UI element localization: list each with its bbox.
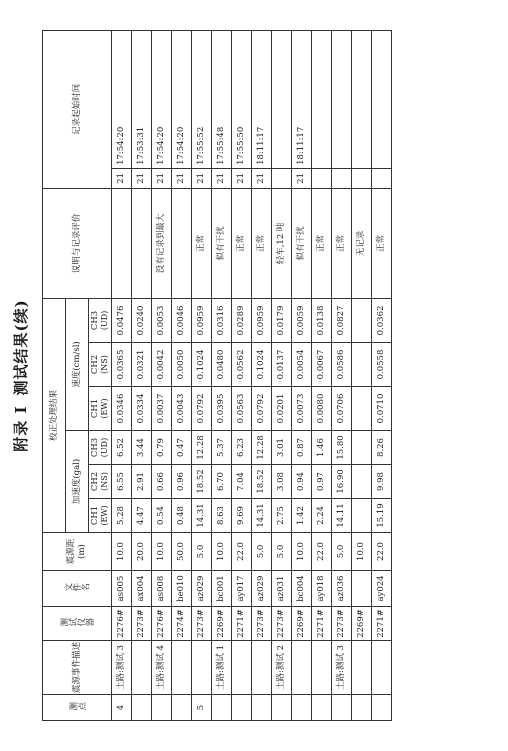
cell-instrument: 2273# [272,607,292,641]
cell-a1: 9.69 [232,499,252,533]
cell-remark: 正常 [372,188,392,298]
cell-event [292,641,312,695]
cell-v1: 0.0073 [292,387,312,431]
cell-instrument: 2273# [132,607,152,641]
header-corrected-group: 校正处理结果 [43,298,66,532]
cell-v1: 0.0334 [132,387,152,431]
cell-distance: 10.0 [292,533,312,571]
cell-time [352,30,372,168]
table-row [212,30,232,720]
header-vel-ch3: CH3 (UD) [89,298,112,342]
cell-point: 4 [112,695,132,721]
table-row [272,30,292,720]
cell-day [372,168,392,188]
cell-point [252,695,272,721]
cell-distance: 50.0 [172,533,192,571]
header-accel-ch1: CH1 (EW) [89,499,112,533]
cell-remark: 没有记录到最大 [152,188,172,298]
cell-instrument: 2274# [172,607,192,641]
cell-v1: 0.0037 [152,387,172,431]
table-row [332,30,352,720]
cell-v2: 0.0365 [112,343,132,387]
cell-instrument: 2269# [212,607,232,641]
cell-v1: 0.0710 [372,387,392,431]
cell-day [332,168,352,188]
table-body [112,30,392,720]
cell-v1 [352,387,372,431]
cell-event: 土路:测试 3 [112,641,132,695]
cell-v2: 0.0480 [212,343,232,387]
cell-file [352,571,372,607]
cell-distance: 10.0 [352,533,372,571]
table-row [372,30,392,720]
cell-time: 17:53:31 [132,30,152,168]
cell-v3: 0.0827 [332,298,352,342]
header-distance [43,533,112,571]
cell-v3: 0.0476 [112,298,132,342]
cell-instrument: 2269# [292,607,312,641]
cell-day: 21 [112,168,132,188]
cell-file: ay017 [232,571,252,607]
cell-remark: 似有干扰 [212,188,232,298]
cell-a1: 14.31 [192,499,212,533]
cell-a1: 8.63 [212,499,232,533]
table-row [152,30,172,720]
cell-distance: 22.0 [232,533,252,571]
cell-v1: 0.0080 [312,387,332,431]
cell-file: bc004 [292,571,312,607]
cell-a2: 6.70 [212,465,232,499]
table-row [352,30,372,720]
cell-event: 土路:测试 2 [272,641,292,695]
cell-instrument: 2273# [252,607,272,641]
cell-a2: 18.52 [192,465,212,499]
cell-v3: 0.0362 [372,298,392,342]
cell-time: 17:54:20 [172,30,192,168]
cell-v2: 0.0050 [172,343,192,387]
cell-v3: 0.0059 [292,298,312,342]
cell-remark [112,188,132,298]
cell-point [152,695,172,721]
cell-distance: 22.0 [312,533,332,571]
cell-v2: 0.0067 [312,343,332,387]
cell-instrument: 2273# [192,607,212,641]
cell-day: 21 [212,168,232,188]
cell-a3: 6.23 [232,431,252,465]
cell-a2: 9.98 [372,465,392,499]
cell-v1: 0.0563 [232,387,252,431]
cell-distance: 5.0 [192,533,212,571]
cell-instrument: 2271# [372,607,392,641]
cell-event [352,641,372,695]
cell-v1: 0.0792 [252,387,272,431]
cell-a3: 12.28 [252,431,272,465]
cell-distance: 22.0 [372,533,392,571]
header-file: 文件名 [43,571,112,607]
cell-a3: 8.26 [372,431,392,465]
cell-a1 [352,499,372,533]
cell-a3: 6.52 [112,431,132,465]
cell-distance: 10.0 [112,533,132,571]
cell-remark: 正常 [312,188,332,298]
cell-distance: 5.0 [332,533,352,571]
header-accel: 加速度(gal) [66,431,89,533]
cell-point [372,695,392,721]
cell-v3: 0.0046 [172,298,192,342]
cell-distance: 5.0 [272,533,292,571]
cell-v1: 0.0346 [112,387,132,431]
cell-a3: 0.47 [172,431,192,465]
table-row [132,30,152,720]
cell-a3: 0.79 [152,431,172,465]
cell-remark [132,188,152,298]
cell-day: 21 [292,168,312,188]
cell-file: as005 [112,571,132,607]
cell-instrument: 2271# [312,607,332,641]
cell-point [352,695,372,721]
cell-a2: 0.96 [172,465,192,499]
cell-event [192,641,212,695]
cell-v3: 0.0959 [252,298,272,342]
header-instrument: 测试仪器 [43,607,112,641]
cell-event [172,641,192,695]
cell-event: 土路:测试 1 [212,641,232,695]
cell-v3: 0.0289 [232,298,252,342]
cell-distance: 20.0 [132,533,152,571]
cell-day [352,168,372,188]
cell-a1: 14.11 [332,499,352,533]
cell-time: 17:54:20 [112,30,132,168]
cell-instrument: 2276# [112,607,132,641]
cell-point [312,695,332,721]
cell-distance: 10.0 [152,533,172,571]
cell-file: az029 [192,571,212,607]
cell-day: 21 [172,168,192,188]
cell-remark: 正常 [332,188,352,298]
cell-time [332,30,352,168]
cell-v2 [352,343,372,387]
cell-v1: 0.0043 [172,387,192,431]
header-start-time: 记录起始时间 [43,30,112,188]
cell-time: 17:54:20 [152,30,172,168]
cell-a2: 0.97 [312,465,332,499]
cell-day: 21 [252,168,272,188]
cell-v2: 0.0558 [372,343,392,387]
cell-v3: 0.0959 [192,298,212,342]
cell-event [312,641,332,695]
cell-a3: 3.01 [272,431,292,465]
header-accel-ch3: CH3 (UD) [89,431,112,465]
cell-point [332,695,352,721]
cell-a3: 1.46 [312,431,332,465]
cell-file: az029 [252,571,272,607]
cell-point [212,695,232,721]
cell-v2: 0.0321 [132,343,152,387]
cell-v2: 0.0054 [292,343,312,387]
cell-file: az036 [332,571,352,607]
cell-v2: 0.0042 [152,343,172,387]
cell-a3: 0.87 [292,431,312,465]
cell-v1: 0.0706 [332,387,352,431]
cell-file: ay018 [312,571,332,607]
cell-a1: 1.42 [292,499,312,533]
cell-a2 [352,465,372,499]
cell-point [292,695,312,721]
cell-time: 18:11:17 [252,30,272,168]
cell-point [272,695,292,721]
cell-a1: 4.47 [132,499,152,533]
cell-point [172,695,192,721]
cell-remark: 正常 [232,188,252,298]
cell-a1: 0.48 [172,499,192,533]
cell-day [272,168,292,188]
cell-instrument: 2273# [332,607,352,641]
cell-point [132,695,152,721]
table-row [312,30,332,720]
cell-v1: 0.0395 [212,387,232,431]
cell-instrument: 2271# [232,607,252,641]
cell-a1: 2.75 [272,499,292,533]
cell-event [132,641,152,695]
cell-event: 土路:测试 4 [152,641,172,695]
cell-a3: 5.37 [212,431,232,465]
cell-v3: 0.0179 [272,298,292,342]
cell-file: be010 [172,571,192,607]
cell-file: az031 [272,571,292,607]
cell-day: 21 [192,168,212,188]
cell-point: 5 [192,695,212,721]
cell-a1: 15.19 [372,499,392,533]
cell-remark: 轻车,12 吨 [272,188,292,298]
cell-remark [172,188,192,298]
cell-event: 土路:测试 3 [332,641,352,695]
cell-v3: 0.0138 [312,298,332,342]
header-accel-ch2: CH2 (NS) [89,465,112,499]
cell-v2: 0.0137 [272,343,292,387]
cell-day [312,168,332,188]
table-row [112,30,132,720]
cell-file: as008 [152,571,172,607]
header-point: 测点 [43,695,112,721]
cell-time [372,30,392,168]
cell-day: 21 [132,168,152,188]
cell-event [232,641,252,695]
cell-a1: 0.54 [152,499,172,533]
cell-distance: 10.0 [212,533,232,571]
table-row [172,30,192,720]
cell-a3: 15.80 [332,431,352,465]
cell-a1: 2.24 [312,499,332,533]
cell-v2: 0.0586 [332,343,352,387]
cell-time: 17:55:52 [192,30,212,168]
page-title [0,0,40,751]
results-table [42,30,392,721]
cell-day: 21 [152,168,172,188]
header-remark: 说明与记录评价 [43,188,112,298]
cell-a3 [352,431,372,465]
title-main: 测试结果(续) [11,299,30,396]
cell-a3: 3.44 [132,431,152,465]
cell-a1: 5.28 [112,499,132,533]
cell-v2: 0.0562 [232,343,252,387]
header-distance-unit: (m) [77,544,87,559]
table-row [292,30,312,720]
cell-v2: 0.1024 [192,343,212,387]
cell-distance: 5.0 [252,533,272,571]
cell-time: 17:55:48 [212,30,232,168]
cell-file: ay024 [372,571,392,607]
header-vel-ch2: CH2 (NS) [89,343,112,387]
cell-a2: 6.55 [112,465,132,499]
cell-v1: 0.0201 [272,387,292,431]
cell-v3: 0.0053 [152,298,172,342]
table-row [192,30,212,720]
cell-a2: 3.08 [272,465,292,499]
cell-v2: 0.1024 [252,343,272,387]
cell-file: bc001 [212,571,232,607]
cell-time [312,30,332,168]
cell-a2: 2.91 [132,465,152,499]
cell-a2: 0.94 [292,465,312,499]
cell-point [232,695,252,721]
table-row [232,30,252,720]
cell-a3: 12.28 [192,431,212,465]
cell-a2: 18.52 [252,465,272,499]
table-row [252,30,272,720]
cell-a1: 14.31 [252,499,272,533]
cell-v3: 0.0240 [132,298,152,342]
header-velocity: 速度(cm/sl) [66,298,89,430]
title-appendix: 附录 I [11,405,30,452]
cell-event [252,641,272,695]
cell-a2: 7.04 [232,465,252,499]
header-vel-ch1: CH1 (EW) [89,387,112,431]
cell-instrument: 2269# [352,607,372,641]
cell-remark: 正常 [252,188,272,298]
cell-time [272,30,292,168]
cell-v1: 0.0792 [192,387,212,431]
cell-day: 21 [232,168,252,188]
header-distance-label: 震源距 [66,538,77,565]
cell-time: 18:11:17 [292,30,312,168]
cell-file: ax004 [132,571,152,607]
cell-event [372,641,392,695]
cell-a2: 16.90 [332,465,352,499]
cell-remark: 正常 [192,188,212,298]
cell-remark: 无记录 [352,188,372,298]
cell-v3 [352,298,372,342]
cell-a2: 0.66 [152,465,172,499]
cell-v3: 0.0316 [212,298,232,342]
cell-time: 17:55:50 [232,30,252,168]
cell-instrument: 2276# [152,607,172,641]
header-event: 震源事件描述 [43,641,112,695]
cell-remark: 似有干扰 [292,188,312,298]
